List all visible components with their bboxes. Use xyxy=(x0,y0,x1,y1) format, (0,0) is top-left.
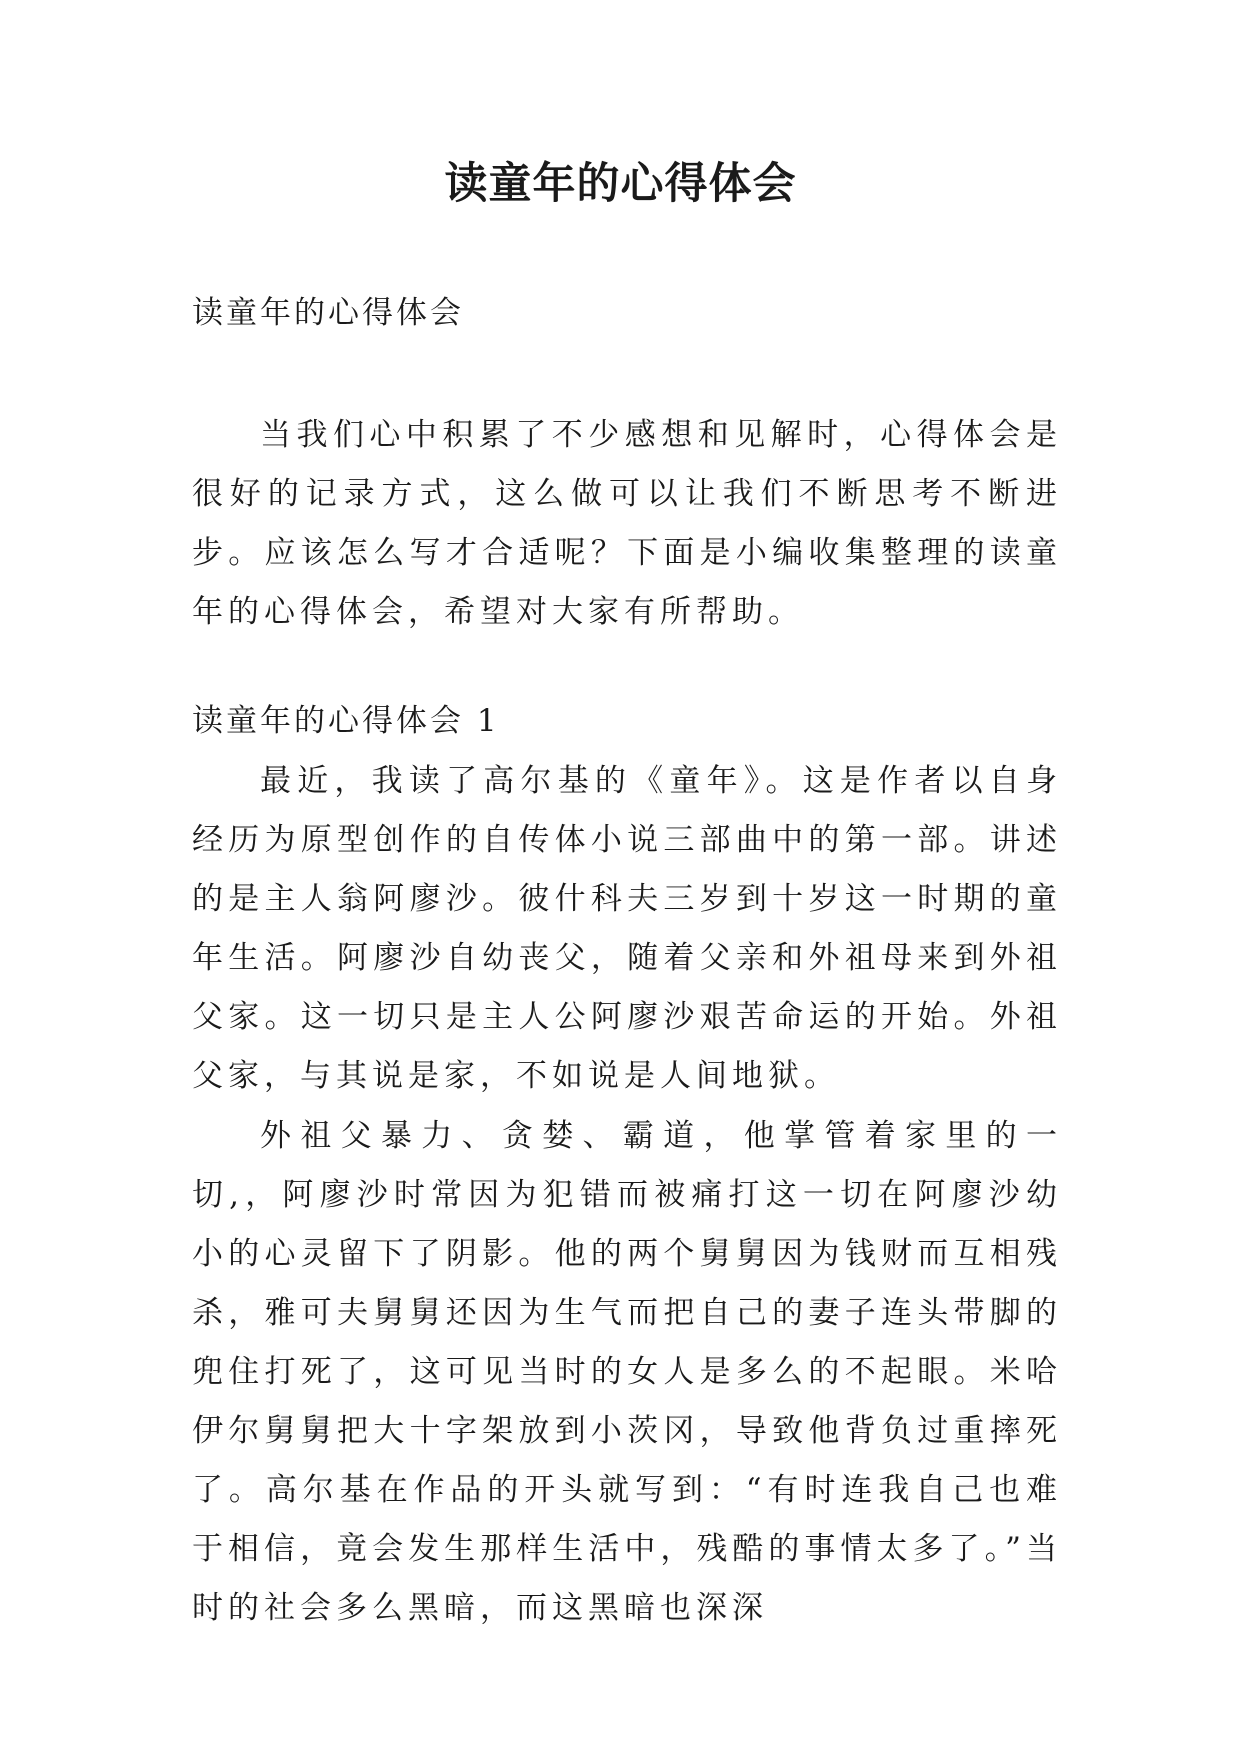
body-paragraph-2: 外祖父暴力、贪婪、霸道，他掌管着家里的一切,，阿廖沙时常因为犯错而被痛打这一切在阿廖沙幼小的心灵留下了阴影。他的两个舅舅因为钱财而互相残杀，雅可夫舅舅还因为生气而把自己的妻子连头带脚的兜住打死了，这可见当时的女人是多么的不起眼。米哈伊尔舅舅把大十字架放到小茨冈，导致他背负过重摔死了。高尔基在作品的开头就写到：“有时连我自己也难于相信，竟会发生那样生活中，残酷的事情太多了。”当时的社会多么黑暗，而这黑暗也深深 xyxy=(192,1118,1062,1626)
intro-paragraph: 当我们心中积累了不少感想和见解时，心得体会是很好的记录方式，这么做可以让我们不断思考不断进步。应该怎么写才合适呢？下面是小编收集整理的读童年的心得体会，希望对大家有所帮助。 xyxy=(192,417,1062,630)
document-subtitle: 读童年的心得体会 xyxy=(192,295,464,331)
body-paragraph-1: 最近，我读了高尔基的《童年》。这是作者以自身经历为原型创作的自传体小说三部曲中的第一部。讲述的是主人翁阿廖沙。彼什科夫三岁到十岁这一时期的童年生活。阿廖沙自幼丧父，随着父亲和外祖母来到外祖父家。这一切只是主人公阿廖沙艰苦命运的开始。外祖父家，与其说是家，不如说是人间地狱。 xyxy=(192,763,1062,1094)
document-title: 读童年的心得体会 xyxy=(444,159,797,209)
section-heading: 读童年的心得体会 1 xyxy=(192,703,500,739)
